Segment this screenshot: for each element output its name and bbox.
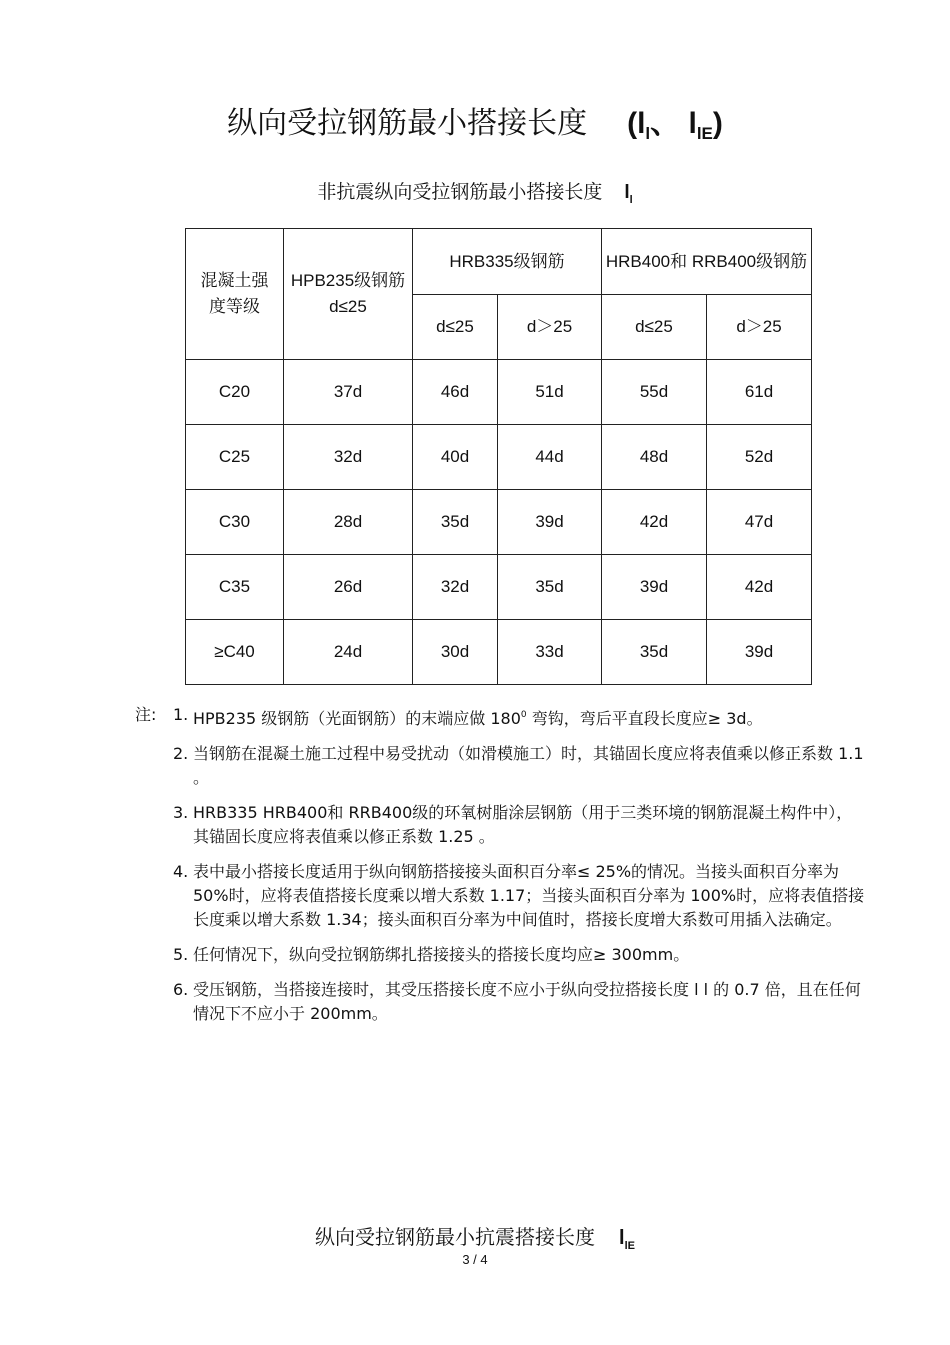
value-cell: 33d <box>498 620 602 685</box>
value-cell: 40d <box>413 425 498 490</box>
value-cell: 61d <box>707 360 812 425</box>
page-number: 3 / 4 <box>462 1252 488 1267</box>
note-item: 6. 受压钢筋，当搭接连接时，其受压搭接长度不应小于纵向受拉搭接长度 l l 的 0.7 倍，且在任何情况下不应小于 200mm。 <box>173 980 861 1023</box>
note-item: 4. 表中最小搭接长度适用于纵向钢筋搭接接头面积百分率≤ 25%的情况。当接头面积百分率为 50%时，应将表值搭接长度乘以增大系数 1.17；当接头面积百分率为 100%时，应将表值搭接长度乘以增大系数 1.34；接头面积百分率为中间值时，搭接长度增大系数可用插入法确定。 <box>173 862 865 929</box>
subheader-cell: d≤25 <box>602 295 707 360</box>
value-cell: 42d <box>707 555 812 620</box>
value-cell: 42d <box>602 490 707 555</box>
value-cell: 35d <box>602 620 707 685</box>
subheader-cell: d＞25 <box>707 295 812 360</box>
notes-label: 注: <box>135 705 157 724</box>
value-cell: 30d <box>413 620 498 685</box>
caption-symbol: $l_l$ <box>624 182 633 206</box>
notes-section <box>135 703 865 1037</box>
value-cell: 32d <box>284 425 413 490</box>
page-title <box>0 98 950 144</box>
table-row <box>186 620 812 685</box>
value-cell: 52d <box>707 425 812 490</box>
value-cell: 24d <box>284 620 413 685</box>
grade-cell: C25 <box>186 425 284 490</box>
note-item: 3. HRB335 HRB400和 RRB400级的环氧树脂涂层钢筋（用于三类环境的钢筋混凝土构件中），其锚固长度应将表值乘以修正系数 1.25 。 <box>173 803 853 846</box>
value-cell: 48d <box>602 425 707 490</box>
value-cell: 44d <box>498 425 602 490</box>
lap-length-table <box>185 228 812 685</box>
grade-cell: C20 <box>186 360 284 425</box>
header-hrb400: HRB400和 RRB400级钢筋 <box>602 229 812 295</box>
value-cell: 35d <box>413 490 498 555</box>
note-item: 5. 任何情况下，纵向受拉钢筋绑扎搭接接头的搭接长度均应≥ 300mm。 <box>173 945 690 964</box>
table-row <box>186 555 812 620</box>
title-symbol: ($l_l$、 $l_{lE}$) <box>627 107 723 143</box>
table-row <box>186 360 812 425</box>
note-item: 2. 当钢筋在混凝土施工过程中易受扰动（如滑模施工）时，其锚固长度应将表值乘以修正系数 1.1 。 <box>173 744 864 787</box>
section-symbol: $l_{lE}$ <box>619 1227 635 1252</box>
value-cell: 26d <box>284 555 413 620</box>
section-title: 纵向受拉钢筋最小抗震搭接长度 $l_{lE}$ <box>315 1225 635 1252</box>
page-title-text: 纵向受拉钢筋最小搭接长度 <box>227 106 588 141</box>
grade-cell: C30 <box>186 490 284 555</box>
grade-cell: C35 <box>186 555 284 620</box>
value-cell: 28d <box>284 490 413 555</box>
grade-cell: ≥C40 <box>186 620 284 685</box>
table-row <box>186 425 812 490</box>
header-hrb335: HRB335级钢筋 <box>413 229 602 295</box>
value-cell: 37d <box>284 360 413 425</box>
value-cell: 32d <box>413 555 498 620</box>
header-concrete-grade: 混凝土强度等级 <box>186 229 284 360</box>
table-row <box>186 490 812 555</box>
value-cell: 46d <box>413 360 498 425</box>
value-cell: 51d <box>498 360 602 425</box>
value-cell: 39d <box>707 620 812 685</box>
value-cell: 39d <box>498 490 602 555</box>
subheader-cell: d≤25 <box>413 295 498 360</box>
value-cell: 39d <box>602 555 707 620</box>
header-hpb235: HPB235级钢筋 d≤25 <box>284 229 413 360</box>
table-caption: 非抗震纵向受拉钢筋最小搭接长度 $l_l$ <box>317 181 633 206</box>
value-cell: 55d <box>602 360 707 425</box>
value-cell: 35d <box>498 555 602 620</box>
value-cell: 47d <box>707 490 812 555</box>
subheader-cell: d＞25 <box>498 295 602 360</box>
note-item: 注: 1. HPB235 级钢筋（光面钢筋）的末端应做 $180^0$ 弯钩，弯后平直段长度应≥ 3d。 <box>135 705 763 728</box>
